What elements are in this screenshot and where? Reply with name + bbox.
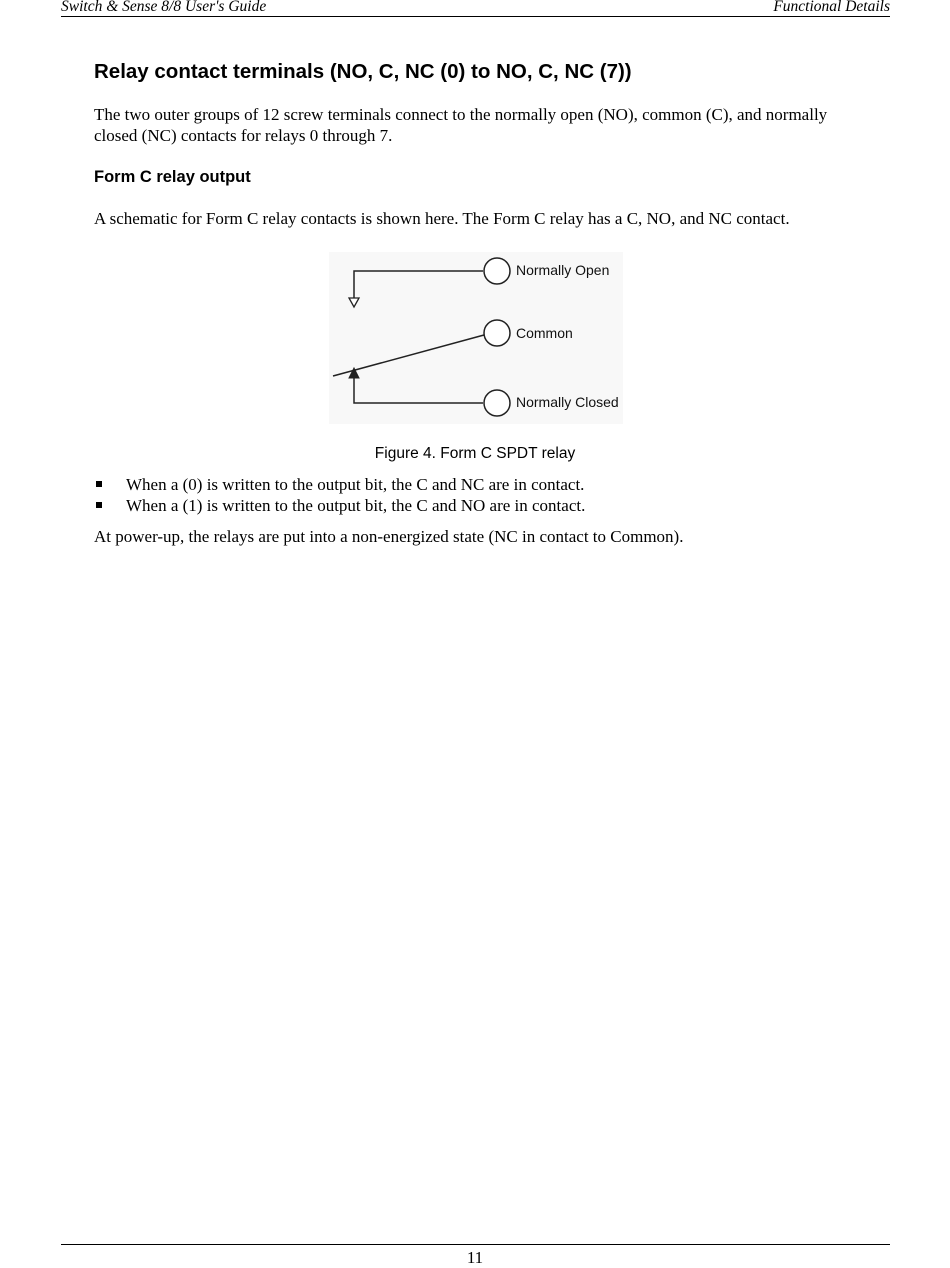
page-number: 11 — [466, 1248, 484, 1267]
header-chapter-title: Functional Details — [773, 0, 890, 15]
section-heading: Relay contact terminals (NO, C, NC (0) to NO, C, NC (7)) — [94, 60, 632, 83]
bullet-text: When a (0) is written to the output bit, the C and NC are in contact. — [126, 475, 585, 494]
bullet-text: When a (1) is written to the output bit, the C and NO are in contact. — [126, 496, 586, 515]
normally-closed-terminal — [484, 390, 510, 416]
common-switch-arm — [333, 335, 484, 376]
normally-closed-wire — [354, 376, 483, 403]
normally-open-wire — [354, 271, 483, 298]
figure-caption: Figure 4. Form C SPDT relay — [374, 445, 576, 462]
bullet-list — [94, 474, 585, 516]
header-document-title: Switch & Sense 8/8 User's Guide — [61, 0, 267, 15]
common-label: Common — [516, 325, 573, 341]
bullet-square-icon — [96, 481, 102, 487]
schematic-paragraph: A schematic for Form C relay contacts is shown here. The Form C relay has a C, NO, and NC contact. — [94, 209, 790, 228]
normally-open-terminal — [484, 258, 510, 284]
footer-divider — [61, 1244, 890, 1245]
running-header — [61, 0, 890, 17]
normally-closed-label: Normally Closed — [516, 394, 619, 410]
list-item — [94, 474, 585, 495]
bullet-square-icon — [96, 502, 102, 508]
normally-open-label: Normally Open — [516, 262, 610, 278]
list-item — [94, 495, 585, 516]
power-up-paragraph: At power-up, the relays are put into a non-energized state (NC in contact to Common). — [94, 527, 684, 546]
subsection-heading: Form C relay output — [94, 168, 251, 186]
relay-schematic-figure — [329, 252, 623, 424]
common-terminal — [484, 320, 510, 346]
open-arrow-icon — [349, 298, 359, 307]
intro-paragraph: The two outer groups of 12 screw terminals connect to the normally open (NO), common (C), and normally closed (NC) contacts for relays 0 through 7. — [94, 105, 828, 145]
